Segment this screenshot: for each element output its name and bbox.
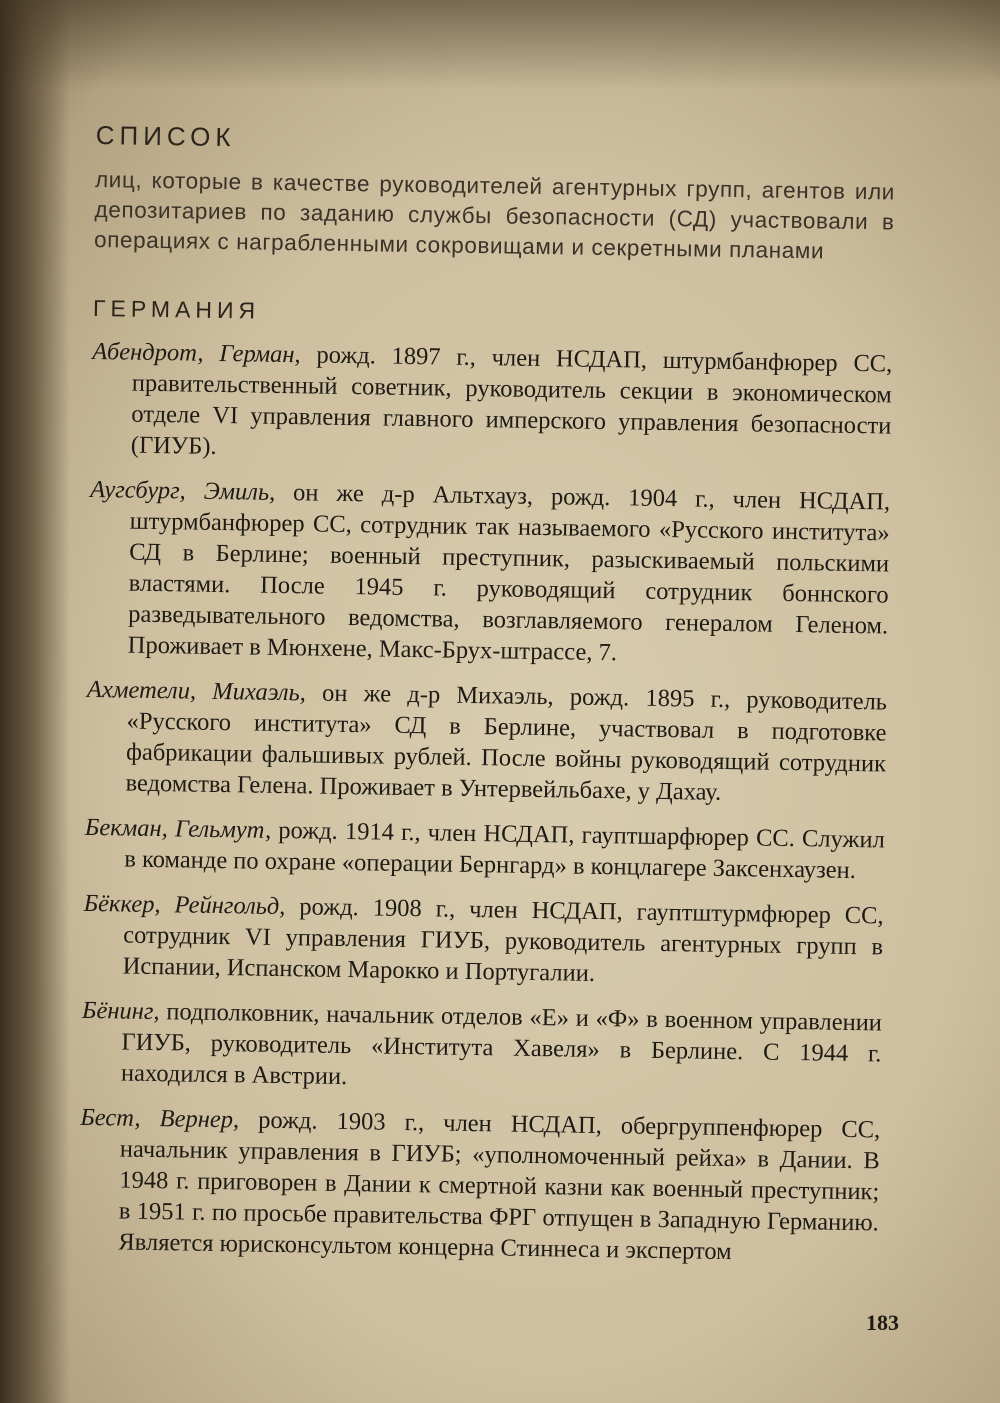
- entry-text: он же д-р Альтхауз, рожд. 1904 г., член НСДАП, штурмбанфюрер СС, сотрудник так называемого «Русского института» СД в Берлине; военный преступник, разыскиваемый польскими властями. После 1945 г. руководящий сотрудник боннского разведывательного ведомства, возглавляемого генералом Геленом. Проживает в Мюнхене, Макс-Брух-штрассе, 7.: [127, 478, 891, 667]
- entry-name: Бёккер, Рейнгольд,: [83, 889, 286, 921]
- entry-name: Бёнинг,: [81, 996, 160, 1026]
- entry-name: Абендрот, Герман,: [92, 337, 301, 369]
- list-entry: [88, 474, 891, 673]
- entry-text: подполковник, начальник отделов «Е» и «Ф» в военном управлении ГИУБ, руководитель «Института Хавеля» в Берлине. С 1944 г. находился в Австрии.: [120, 998, 883, 1091]
- country-heading: ГЕРМАНИЯ: [92, 294, 261, 324]
- entry-text: он же д-р Михаэль, рожд. 1895 г., руководитель «Русского института» СД в Берлине, участвовал в подготовке фабрикации фальшивых рублей. После войны руководящий сотрудник ведомства Гелена. Проживает в Унтервейльбахе, у Дахау.: [125, 679, 888, 806]
- list-entry: [81, 995, 882, 1101]
- list-heading: СПИСОК: [95, 120, 236, 153]
- entry-name: Ахметели, Михаэль,: [86, 675, 307, 707]
- entry-name: Бест, Вернер,: [80, 1103, 240, 1134]
- list-entry: [85, 674, 887, 811]
- entry-text: рожд. 1908 г., член НСДАП, гауптштурмфюрер СС, сотрудник VI управления ГИУБ, руководитель агентурных групп в Испании, Испанском Марокко и Португалии.: [122, 893, 884, 987]
- list-entry: [84, 812, 885, 887]
- entry-name: Бекман, Гельмут,: [84, 813, 272, 844]
- list-entry: [91, 336, 893, 473]
- list-entry: [82, 888, 883, 994]
- entry-name: Аугсбург, Эмиль,: [89, 475, 276, 506]
- page-text: [78, 120, 896, 1283]
- page-number: 183: [866, 1310, 899, 1335]
- list-entry: [78, 1102, 880, 1270]
- entry-text: рожд. 1897 г., член НСДАП, штурмбанфюрер СС, правительственный советник, руководитель секции в экономическом отделе VI управления главного имперского управления безопасности (ГИУБ).: [130, 341, 893, 460]
- entry-text: рожд. 1914 г., член НСДАП, гауптшарфюрер СС. Служил в команде по охране «операции Бернгард» в концлагере Заксенхаузен.: [124, 816, 886, 885]
- entry-text: рожд. 1903 г., член НСДАП, обергруппенфюрер СС, начальник управления в ГИУБ; «уполномоченный рейха» в Дании. В 1948 г. приговорен в Дании к смертной казни как военный преступник; в 1951 г. по просьбе правительства ФРГ отпущен в Западную Германию. Является юрисконсультом концерна Стиннеса и экспертом: [118, 1106, 881, 1266]
- list-subtitle: лиц, которые в качестве руководителей агентурных групп, агентов или депозитариев по заданию службы безопасности (СД) участвовали в операциях с награбленными сокровищами и секретными планами: [93, 166, 896, 264]
